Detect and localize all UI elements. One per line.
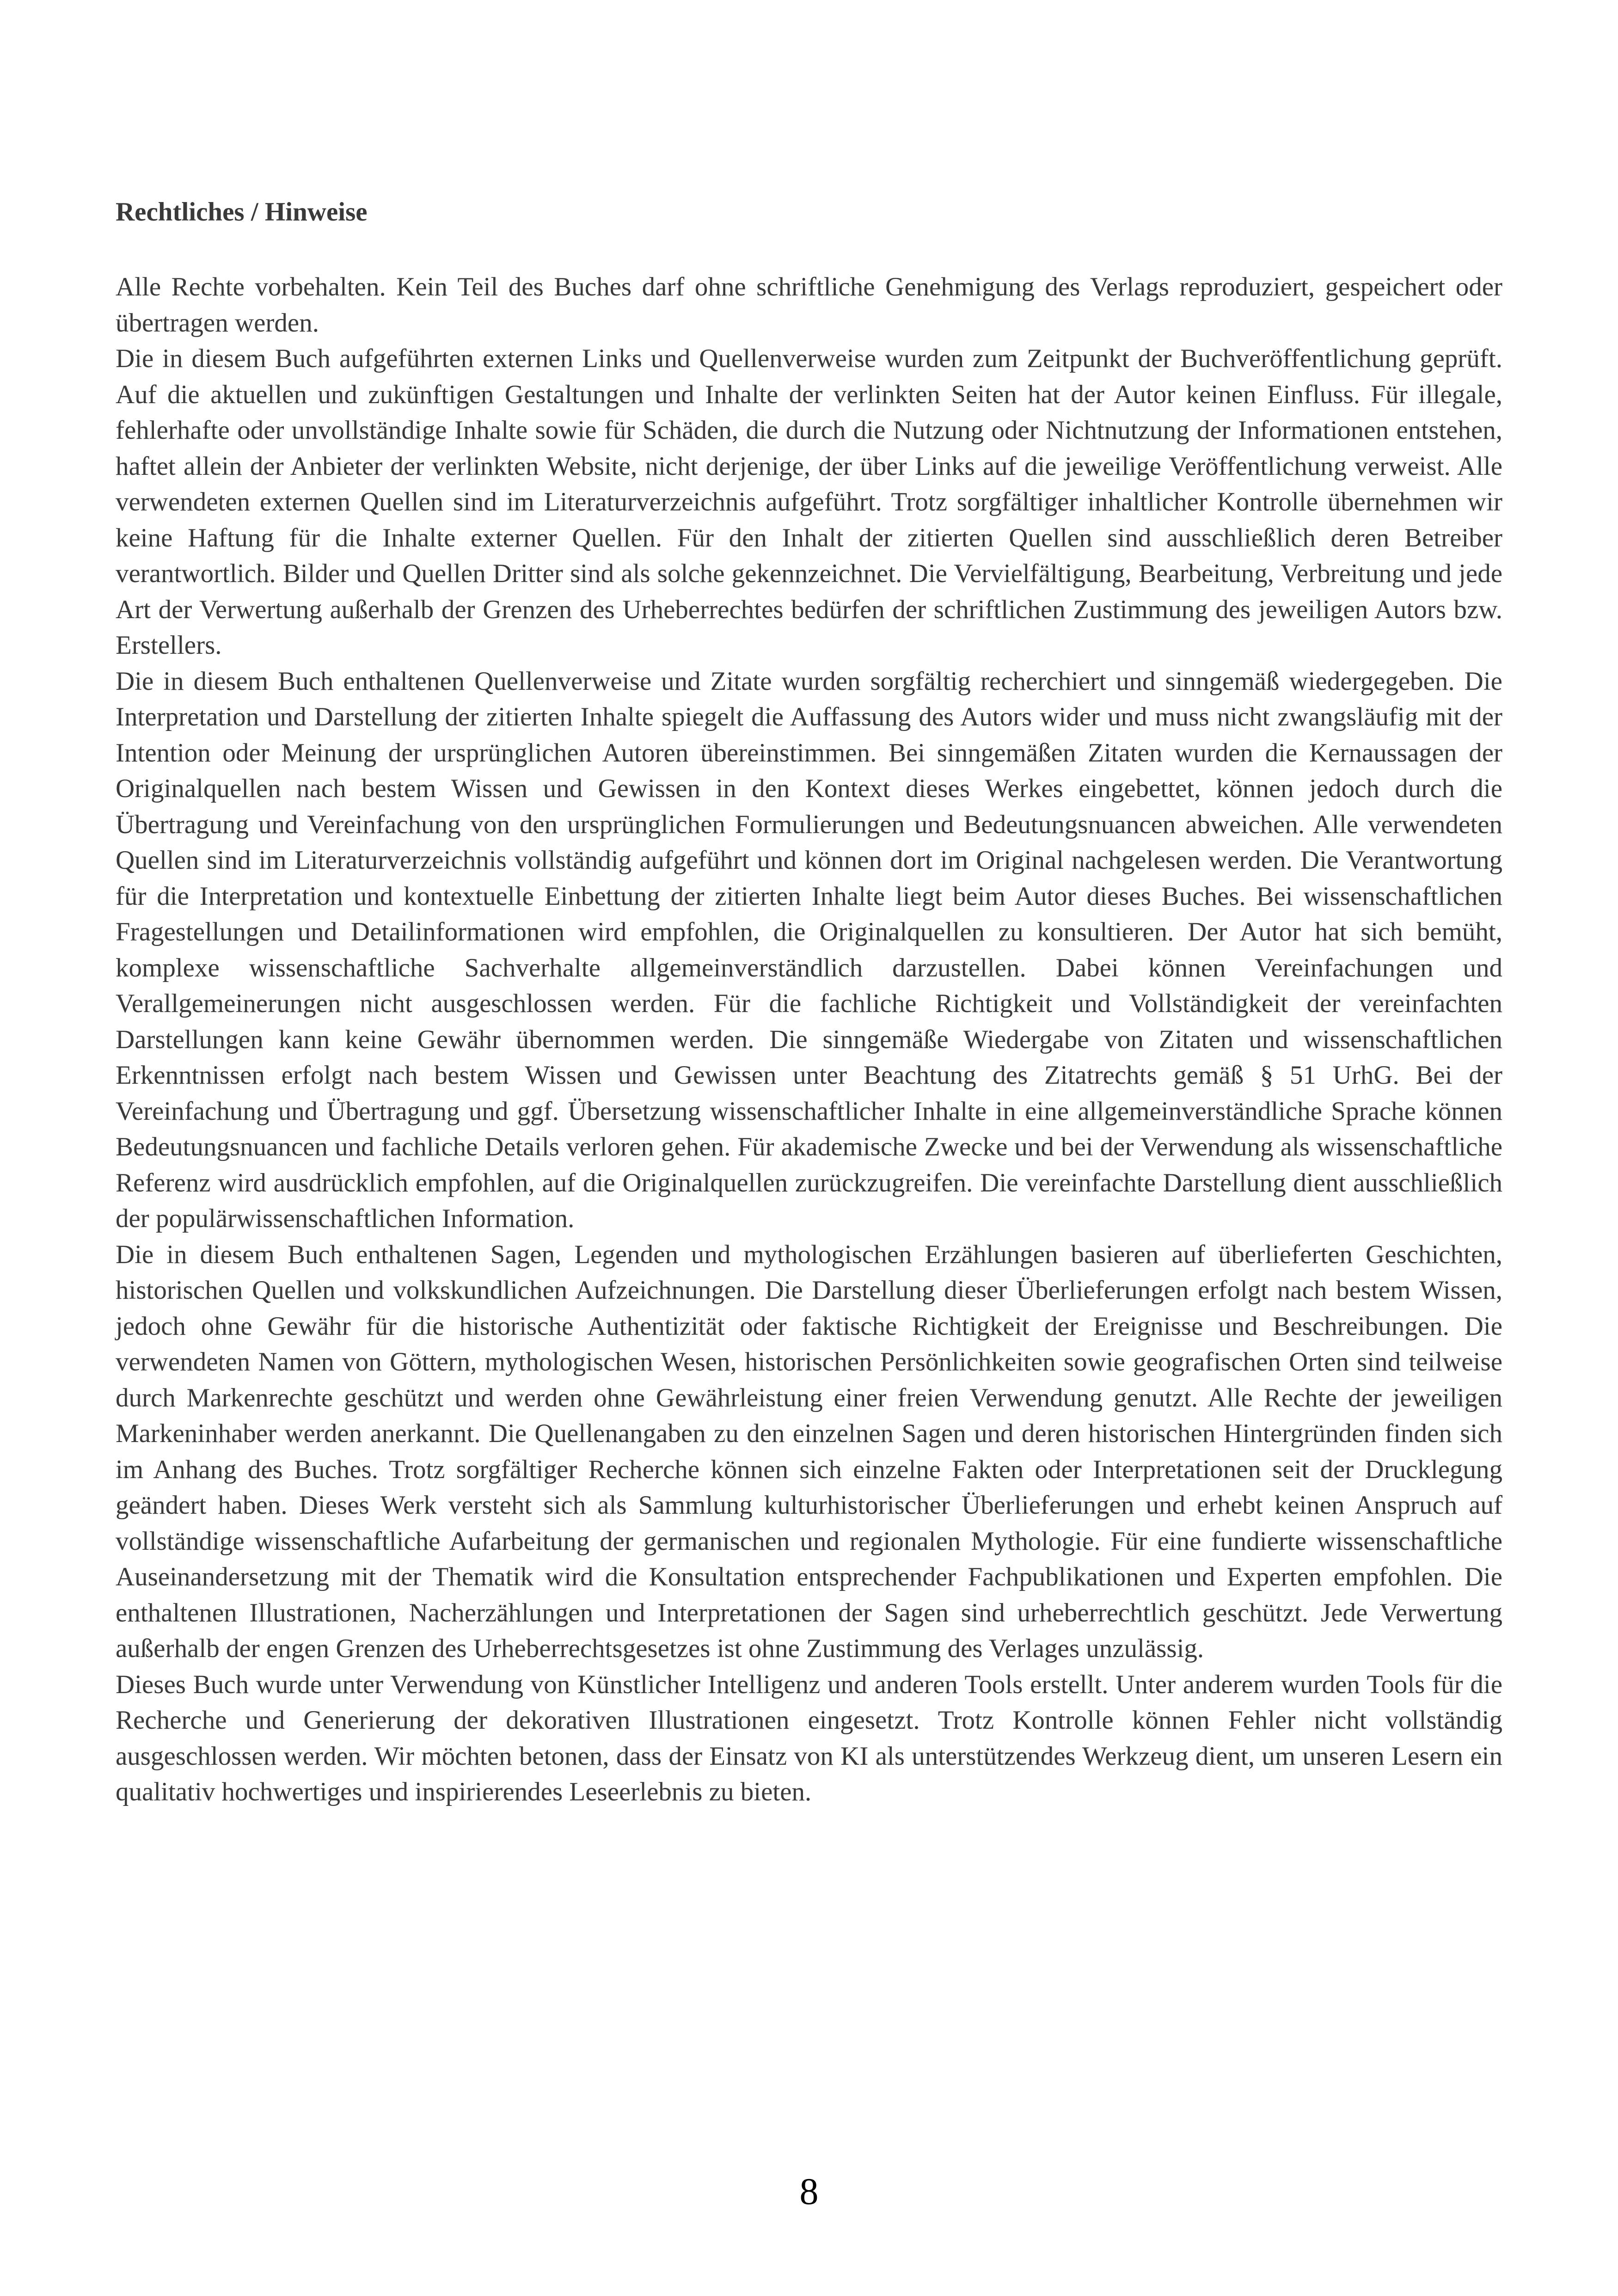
paragraph-copyright: Alle Rechte vorbehalten. Kein Teil des Buches darf ohne schriftliche Genehmigung des Verlags reproduziert, gespeichert oder übertragen werden. (116, 272, 1502, 338)
paragraph-citations: Die in diesem Buch enthaltenen Quellenverweise und Zitate wurden sorgfältig recherchiert und sinngemäß wiedergegeben. Die Interpretation und Darstellung der zitierten Inhalte spiegelt die Auffassung des Autors wider und muss nicht zwangsläufig mit der Intention oder Meinung der ursprünglichen Autoren übereinstimmen. Bei sinngemäßen Zitaten wurden die Kernaussagen der Originalquellen nach bestem Wissen und Gewissen in den Kontext dieses Werkes eingebettet, können jedoch durch die Übertragung und Vereinfachung von den ursprünglichen Formulierungen und Bedeutungsnuancen abweichen. Alle verwendeten Quellen sind im Literaturverzeichnis vollständig aufgeführt und können dort im Original nachgelesen werden. Die Verantwortung für die Interpretation und kontextuelle Einbettung der zitierten Inhalte liegt beim Autor dieses Buches. Bei wissenschaftlichen Fragestellungen und Detailinformationen wird empfohlen, die Originalquellen zu konsultieren. Der Autor hat sich bemüht, komplexe wissenschaftliche Sachverhalte allgemeinverständlich darzustellen. Dabei können Vereinfachungen und Verallgemeinerungen nicht ausgeschlossen werden. Für die fachliche Richtigkeit und Vollständigkeit der vereinfachten Darstellungen kann keine Gewähr übernommen werden. Die sinngemäße Wiedergabe von Zitaten und wissenschaftlichen Erkenntnissen erfolgt nach bestem Wissen und Gewissen unter Beachtung des Zitatrechts gemäß § 51 UrhG. Bei der Vereinfachung und Übertragung und ggf. Übersetzung wissenschaftlicher Inhalte in eine allgemeinverständliche Sprache können Bedeutungsnuancen und fachliche Details verloren gehen. Für akademische Zwecke und bei der Verwendung als wissenschaftliche Referenz wird ausdrücklich empfohlen, auf die Originalquellen zurückzugreifen. Die vereinfachte Darstellung dient ausschließlich der populärwissenschaftlichen Information. (116, 666, 1502, 1233)
paragraph-external-links: Die in diesem Buch aufgeführten externen Links und Quellenverweise wurden zum Zeitpunkt der Buchveröffentlichung geprüft. Auf die aktuellen und zukünftigen Gestaltungen und Inhalte der verlinkten Seiten hat der Autor keinen Einfluss. Für illegale, fehlerhafte oder unvollständige Inhalte sowie für Schäden, die durch die Nutzung oder Nichtnutzung der Informationen entstehen, haftet allein der Anbieter der verlinkten Website, nicht derjenige, der über Links auf die jeweilige Veröffentlichung verweist. Alle verwendeten externen Quellen sind im Literaturverzeichnis aufgeführt. Trotz sorgfältiger inhaltlicher Kontrolle übernehmen wir keine Haftung für die Inhalte externer Quellen. Für den Inhalt der zitierten Quellen sind ausschließlich deren Betreiber verantwortlich. Bilder und Quellen Dritter sind als solche gekennzeichnet. Die Vervielfältigung, Bearbeitung, Verbreitung und jede Art der Verwertung außerhalb der Grenzen des Urheberrechtes bedürfen der schriftlichen Zustimmung des jeweiligen Autors bzw. Erstellers. (116, 344, 1502, 660)
section-heading: Rechtliches / Hinweise (116, 197, 368, 227)
paragraph-ai-notice: Dieses Buch wurde unter Verwendung von Künstlicher Intelligenz und anderen Tools erstellt. Unter anderem wurden Tools für die Recherche und Generierung der dekorativen Illustrationen eingesetzt. Trotz Kontrolle können Fehler nicht vollständig ausgeschlossen werden. Wir möchten betonen, dass der Einsatz von KI als unterstützendes Werkzeug dient, um unseren Lesern ein qualitativ hochwertiges und inspirierendes Leseerlebnis zu bieten. (116, 1670, 1502, 1806)
page-content (116, 194, 1502, 1810)
page-number: 8 (799, 2170, 819, 2212)
paragraph-legends: Die in diesem Buch enthaltenen Sagen, Legenden und mythologischen Erzählungen basieren auf überlieferten Geschichten, historischen Quellen und volkskundlichen Aufzeichnungen. Die Darstellung dieser Überlieferungen erfolgt nach bestem Wissen, jedoch ohne Gewähr für die historische Authentizität oder faktische Richtigkeit der Ereignisse und Beschreibungen. Die verwendeten Namen von Göttern, mythologischen Wesen, historischen Persönlichkeiten sowie geografischen Orten sind teilweise durch Markenrechte geschützt und werden ohne Gewährleistung einer freien Verwendung genutzt. Alle Rechte der jeweiligen Markeninhaber werden anerkannt. Die Quellenangaben zu den einzelnen Sagen und deren historischen Hintergründen finden sich im Anhang des Buches. Trotz sorgfältiger Recherche können sich einzelne Fakten oder Interpretationen seit der Drucklegung geändert haben. Dieses Werk versteht sich als Sammlung kulturhistorischer Überlieferungen und erhebt keinen Anspruch auf vollständige wissenschaftliche Aufarbeitung der germanischen und regionalen Mythologie. Für eine fundierte wissenschaftliche Auseinandersetzung mit der Thematik wird die Konsultation entsprechender Fachpublikationen und Experten empfohlen. Die enthaltenen Illustrationen, Nacherzählungen und Interpretationen der Sagen sind urheberrechtlich geschützt. Jede Verwertung außerhalb der engen Grenzen des Urheberrechtsgesetzes ist ohne Zustimmung des Verlages unzulässig. (116, 1240, 1502, 1663)
